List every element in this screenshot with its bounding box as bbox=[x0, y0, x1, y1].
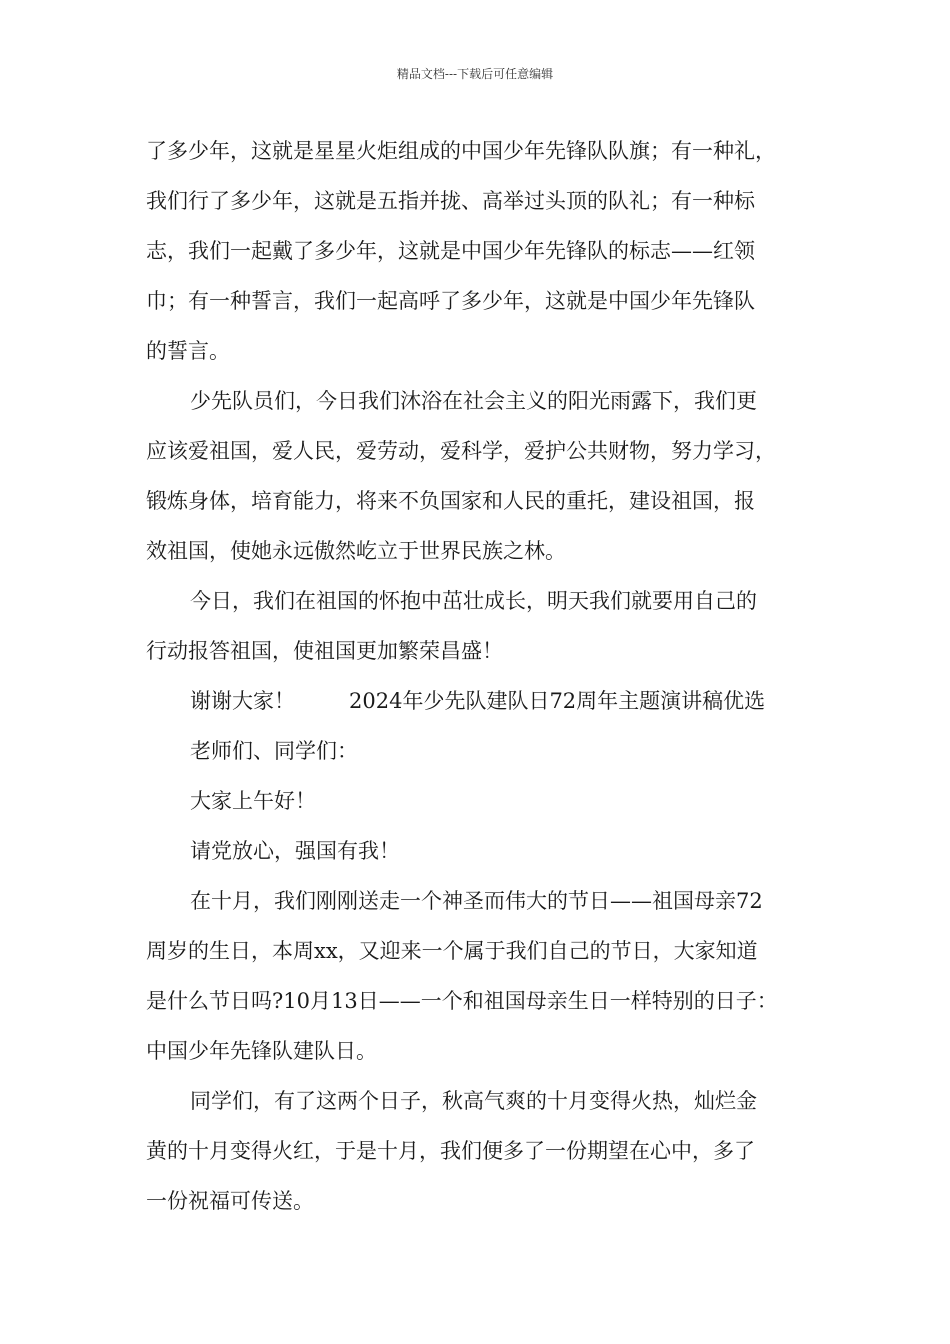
salutation-line: 老师们、同学们： bbox=[190, 739, 358, 763]
text-line: 志，我们一起戴了多少年，这就是中国少年先锋队的标志——红领 bbox=[146, 239, 755, 263]
page-header: 精品文档---下载后可任意编辑 bbox=[396, 67, 554, 81]
slogan-line: 请党放心，强国有我！ bbox=[190, 839, 400, 863]
text-line: 在十月，我们刚刚送走一个神圣而伟大的节日——祖国母亲72 bbox=[190, 889, 763, 913]
text-line: 今日，我们在祖国的怀抱中茁壮成长，明天我们就要用自己的 bbox=[190, 589, 757, 613]
text-line: 效祖国，使她永远傲然屹立于世界民族之林。 bbox=[146, 539, 566, 563]
speech-title: 2024年少先队建队日72周年主题演讲稿优选 bbox=[349, 689, 766, 713]
text-line: 同学们，有了这两个日子，秋高气爽的十月变得火热，灿烂金 bbox=[190, 1089, 757, 1113]
text-line: 巾；有一种誓言，我们一起高呼了多少年，这就是中国少年先锋队 bbox=[146, 289, 755, 313]
text-line: 少先队员们，今日我们沐浴在社会主义的阳光雨露下，我们更 bbox=[190, 389, 757, 413]
thanks-text: 谢谢大家！ bbox=[190, 689, 295, 713]
text-line: 锻炼身体，培育能力，将来不负国家和人民的重托，建设祖国，报 bbox=[146, 489, 755, 513]
thanks-and-title-line bbox=[146, 676, 836, 726]
text-line: 了多少年，这就是星星火炬组成的中国少年先锋队队旗；有一种礼， bbox=[146, 139, 776, 163]
text-line: 我们行了多少年，这就是五指并拢、高举过头顶的队礼；有一种标 bbox=[146, 189, 755, 213]
text-line: 的誓言。 bbox=[146, 339, 230, 363]
greeting-line: 大家上午好！ bbox=[190, 789, 316, 813]
text-line: 是什么节日吗?10月13日——一个和祖国母亲生日一样特别的日子： bbox=[146, 989, 778, 1013]
text-line: 黄的十月变得火红，于是十月，我们便多了一份期望在心中，多了 bbox=[146, 1139, 755, 1163]
text-line: 周岁的生日，本周xx，又迎来一个属于我们自己的节日，大家知道 bbox=[146, 939, 758, 963]
text-line: 一份祝福可传送。 bbox=[146, 1189, 314, 1213]
text-line: 行动报答祖国，使祖国更加繁荣昌盛！ bbox=[146, 639, 503, 663]
document-body bbox=[146, 126, 836, 1226]
text-line: 应该爱祖国，爱人民，爱劳动，爱科学，爱护公共财物，努力学习， bbox=[146, 439, 776, 463]
text-line: 中国少年先锋队建队日。 bbox=[146, 1039, 377, 1063]
